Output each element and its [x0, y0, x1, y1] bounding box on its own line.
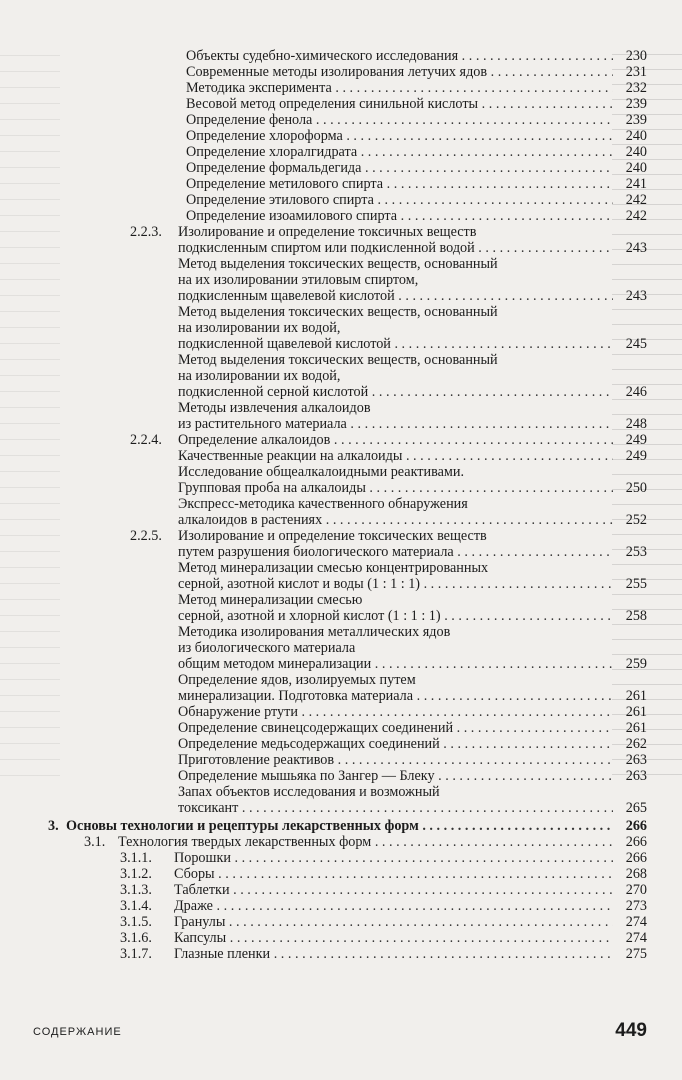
- toc-entry-title: Определение ядов, изолируемых путем: [178, 672, 416, 688]
- toc-entry-title: Методика эксперимента . . .: [186, 80, 613, 96]
- toc-entry: [0, 624, 682, 672]
- toc-entry-page: 243: [625, 288, 647, 304]
- toc-entry-number: 3.1.: [84, 834, 106, 850]
- toc-entry-title: Определение алкалоидов . . .: [178, 432, 613, 448]
- toc-entry-title: токсикант . . .: [178, 800, 613, 816]
- toc-entry: [0, 48, 682, 64]
- toc-entry-page: 261: [625, 704, 647, 720]
- toc-entry-number: 3.: [48, 818, 59, 834]
- toc-entry-page: 248: [625, 416, 647, 432]
- toc-entry-page: 241: [625, 176, 647, 192]
- toc-entry: [0, 560, 682, 592]
- toc-entry-title: Метод минерализации смесью концентрированных: [178, 560, 489, 576]
- toc-entry-title: Определение мышьяка по Зангер — Блеку . . .: [178, 768, 613, 784]
- toc-entry: [0, 752, 682, 768]
- toc-entry-title: Метод выделения токсических веществ, основанный: [178, 352, 498, 368]
- toc-entry-title: Определение изоамилового спирта . . .: [186, 208, 613, 224]
- toc-entry-title: Глазные пленки . . .: [174, 946, 613, 962]
- toc-entry: [0, 304, 682, 352]
- toc-entry: [0, 128, 682, 144]
- toc-entry-title: Определение формальдегида . . .: [186, 160, 613, 176]
- toc-entry-title: Порошки . . .: [174, 850, 613, 866]
- toc-entry-number: 3.1.4.: [120, 898, 152, 914]
- toc-entry: [0, 592, 682, 624]
- toc-entry-page: 263: [625, 752, 647, 768]
- toc-entry-page: 252: [625, 512, 647, 528]
- toc-entry-page: 246: [625, 384, 647, 400]
- toc-entry: [0, 834, 682, 850]
- toc-entry: [0, 160, 682, 176]
- toc-entry: [0, 176, 682, 192]
- toc-entry: [0, 672, 682, 704]
- toc-entry: [0, 768, 682, 784]
- toc-entry: [0, 64, 682, 80]
- toc-entry-number: 2.2.4.: [130, 432, 162, 448]
- toc-entry-page: 242: [625, 208, 647, 224]
- toc-entry-page: 253: [625, 544, 647, 560]
- toc-entry-title: Метод выделения токсических веществ, основанный: [178, 304, 498, 320]
- toc-entry-number: 3.1.7.: [120, 946, 152, 962]
- toc-entry-page: 263: [625, 768, 647, 784]
- toc-entry-page: 250: [625, 480, 647, 496]
- toc-entry-page: 240: [625, 144, 647, 160]
- toc-entry-page: 268: [625, 866, 647, 882]
- toc-entry-title: Определение медьсодержащих соединений . . .: [178, 736, 613, 752]
- toc-entry-title: Методы извлечения алкалоидов: [178, 400, 371, 416]
- toc-entry: [0, 432, 682, 448]
- toc-entry: [0, 256, 682, 304]
- toc-entry-title: Приготовление реактивов . . .: [178, 752, 613, 768]
- toc-entry-title: подкисленной серной кислотой . . .: [178, 384, 613, 400]
- toc-entry-title: Основы технологии и рецептуры лекарственных форм . . .: [66, 818, 613, 834]
- toc-entry-page: 243: [625, 240, 647, 256]
- toc-entry: [0, 496, 682, 528]
- toc-entry-page: 240: [625, 128, 647, 144]
- toc-entry-page: 230: [625, 48, 647, 64]
- toc-entry-title: Запах объектов исследования и возможный: [178, 784, 440, 800]
- toc-entry: [0, 464, 682, 480]
- toc-entry-title: Метод минерализации смесью: [178, 592, 363, 608]
- toc-entry-number: 3.1.6.: [120, 930, 152, 946]
- toc-entry-number: 2.2.3.: [130, 224, 162, 240]
- toc-entry-page: 265: [625, 800, 647, 816]
- toc-entry-title: Весовой метод определения синильной кислоты . . .: [186, 96, 613, 112]
- toc-entry: [0, 192, 682, 208]
- toc-entry-title: из биологического материала: [178, 640, 356, 656]
- toc-entry-number: 2.2.5.: [130, 528, 162, 544]
- toc-entry-title: Изолирование и определение токсичных веществ: [178, 224, 477, 240]
- toc-entry-number: 3.1.5.: [120, 914, 152, 930]
- toc-entry-number: 3.1.2.: [120, 866, 152, 882]
- toc-entry-title: Гранулы . . .: [174, 914, 613, 930]
- toc-entry: [0, 720, 682, 736]
- toc-entry: [0, 882, 682, 898]
- toc-entry-page: 240: [625, 160, 647, 176]
- toc-entry-title: серной, азотной кислот и воды (1 : 1 : 1) . . .: [178, 576, 613, 592]
- running-header-section: СОДЕРЖАНИЕ: [33, 1026, 122, 1038]
- toc-entry: [0, 80, 682, 96]
- toc-entry-title: Современные методы изолирования летучих ядов . . .: [186, 64, 613, 80]
- toc-entry-title: Методика изолирования металлических ядов: [178, 624, 451, 640]
- toc-entry-title: из растительного материала . . .: [178, 416, 613, 432]
- toc-entry-title: Определение этилового спирта . . .: [186, 192, 613, 208]
- toc-entry-title: общим методом минерализации . . .: [178, 656, 613, 672]
- toc-entry-title: Определение хлороформа . . .: [186, 128, 613, 144]
- toc-entry: [0, 352, 682, 400]
- toc-entry-title: путем разрушения биологического материала . . .: [178, 544, 613, 560]
- toc-entry-page: 274: [625, 914, 647, 930]
- toc-entry-title: Драже . . .: [174, 898, 613, 914]
- toc-entry-title: Таблетки . . .: [174, 882, 613, 898]
- toc-entry-title: на изолировании их водой,: [178, 320, 341, 336]
- toc-entry-title: Групповая проба на алкалоиды . . .: [178, 480, 613, 496]
- toc-entry-page: 266: [625, 834, 647, 850]
- toc-entry: [0, 480, 682, 496]
- toc-entry: [0, 224, 682, 256]
- toc-entry-page: 239: [625, 96, 647, 112]
- toc-entry-page: 273: [625, 898, 647, 914]
- toc-entry-title: Определение хлоралгидрата . . .: [186, 144, 613, 160]
- toc-entry: [0, 96, 682, 112]
- toc-entry-page: 262: [625, 736, 647, 752]
- toc-entry-title: Качественные реакции на алкалоиды . . .: [178, 448, 613, 464]
- toc-entry-title: Экспресс-методика качественного обнаружения: [178, 496, 468, 512]
- toc-entry-page: 275: [625, 946, 647, 962]
- toc-entry-title: подкисленным спиртом или подкисленной водой . . .: [178, 240, 613, 256]
- toc-entry-page: 255: [625, 576, 647, 592]
- toc-entry-page: 245: [625, 336, 647, 352]
- toc-entry-title: серной, азотной и хлорной кислот (1 : 1 : 1) . . .: [178, 608, 613, 624]
- toc-entry-page: 261: [625, 688, 647, 704]
- toc-entry-title: Сборы . . .: [174, 866, 613, 882]
- toc-entry-title: Определение свинецсодержащих соединений . . .: [178, 720, 613, 736]
- toc-entry-page: 231: [625, 64, 647, 80]
- toc-entry: [0, 736, 682, 752]
- toc-entry-page: 259: [625, 656, 647, 672]
- toc-entry-title: алкалоидов в растениях . . .: [178, 512, 613, 528]
- toc-entry-number: 3.1.3.: [120, 882, 152, 898]
- toc-entry: [0, 946, 682, 962]
- page-number: 449: [615, 1020, 647, 1041]
- toc-entry: [0, 704, 682, 720]
- toc-entry-title: подкисленным щавелевой кислотой . . .: [178, 288, 613, 304]
- toc-entry: [0, 914, 682, 930]
- toc-entry-title: на изолировании их водой,: [178, 368, 341, 384]
- toc-entry-title: Определение метилового спирта . . .: [186, 176, 613, 192]
- toc-entry: [0, 528, 682, 560]
- toc-entry-page: 266: [625, 818, 647, 834]
- toc-entry-title: на их изолировании этиловым спиртом,: [178, 272, 419, 288]
- toc-entry-page: 239: [625, 112, 647, 128]
- toc-entry-title: Исследование общеалкалоидными реактивами.: [178, 464, 465, 480]
- toc-entry: [0, 898, 682, 914]
- toc-entry-number: 3.1.1.: [120, 850, 152, 866]
- toc-entry: [0, 112, 682, 128]
- toc-entry-page: 274: [625, 930, 647, 946]
- toc-entry: [0, 784, 682, 816]
- toc-entry-title: Объекты судебно-химического исследования . . .: [186, 48, 613, 64]
- toc-entry-page: 258: [625, 608, 647, 624]
- toc-entry: [0, 208, 682, 224]
- toc-entry-page: 242: [625, 192, 647, 208]
- toc-entry-title: минерализации. Подготовка материала . . .: [178, 688, 613, 704]
- toc-entry-page: 232: [625, 80, 647, 96]
- toc-entry-title: Обнаружение ртути . . .: [178, 704, 613, 720]
- toc-entry: [0, 400, 682, 432]
- toc-entry-title: Определение фенола . . .: [186, 112, 613, 128]
- toc-entry-page: 270: [625, 882, 647, 898]
- toc-entry-page: 261: [625, 720, 647, 736]
- toc-entry: [0, 930, 682, 946]
- toc-entry-title: Метод выделения токсических веществ, основанный: [178, 256, 498, 272]
- toc-entry-title: Капсулы . . .: [174, 930, 613, 946]
- toc-entry-title: подкисленной щавелевой кислотой . . .: [178, 336, 613, 352]
- toc-entry-page: 249: [625, 448, 647, 464]
- toc-entry: [0, 448, 682, 464]
- toc-entry: [0, 144, 682, 160]
- toc-entry-page: 266: [625, 850, 647, 866]
- toc-entry: [0, 866, 682, 882]
- toc-entry-title: Технология твердых лекарственных форм . . .: [118, 834, 613, 850]
- toc-entry-title: Изолирование и определение токсических веществ: [178, 528, 487, 544]
- toc-entry: [0, 818, 682, 834]
- toc-entry-page: 249: [625, 432, 647, 448]
- toc-entry: [0, 850, 682, 866]
